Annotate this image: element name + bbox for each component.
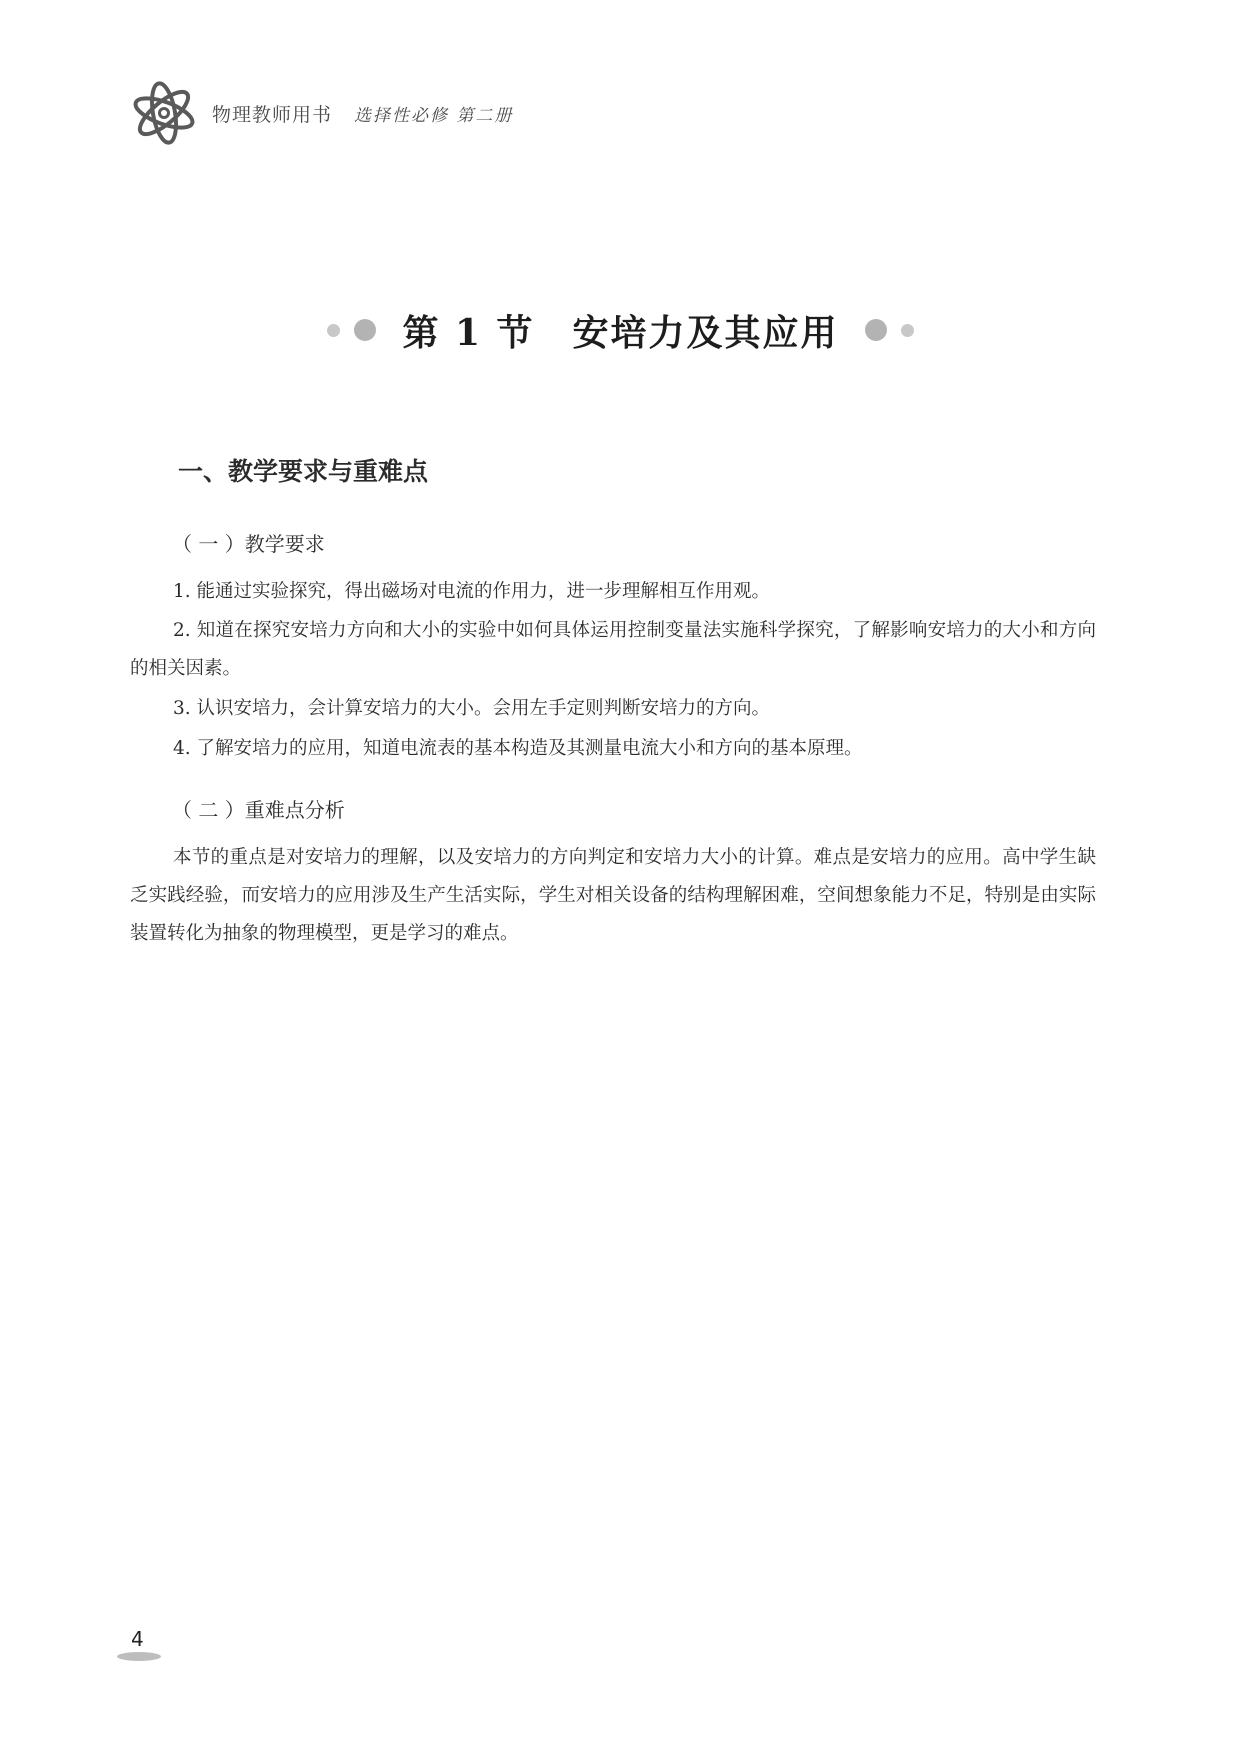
section-title: 第 1 节 安培力及其应用 [402,311,839,354]
subsection-heading-requirements: （ 一 ）教学要求 [172,532,325,556]
page-number: 4 [131,1627,144,1651]
section-title-row [0,300,1241,360]
requirement-item: 3. 认识安培力，会计算安培力的大小。会用左手定则判断安培力的方向。 [173,698,771,719]
book-title: 物理教师用书 [212,103,333,126]
book-subtitle: 选择性必修 第二册 [354,105,514,126]
page-header [128,78,513,148]
decor-dot [354,319,376,341]
requirement-item: 4. 了解安培力的应用，知道电流表的基本构造及其测量电流大小和方向的基本原理。 [173,738,863,759]
page-number-decor [117,1652,161,1661]
decor-dot [901,324,914,337]
part-heading: 一、教学要求与重难点 [178,457,429,486]
atom-logo-icon [128,81,200,145]
title-dots-left [327,319,376,341]
decor-dot [865,319,887,341]
subsection-heading-key-points: （ 二 ）重难点分析 [172,798,345,822]
title-dots-right [865,319,914,341]
key-points-paragraph: 本节的重点是对安培力的理解，以及安培力的方向判定和安培力大小的计算。难点是安培力的应用。高中学生缺乏实践经验，而安培力的应用涉及生产生活实际，学生对相关设备的结构理解困难，空间想象能力不足，特别是由实际装置转化为抽象的物理模型，更是学习的难点。 [130,847,1096,944]
requirement-item: 2. 知道在探究安培力方向和大小的实验中如何具体运用控制变量法实施科学探究，了解影响安培力的大小和方向的相关因素。 [130,620,1096,679]
decor-dot [327,324,340,337]
requirement-item: 1. 能通过实验探究，得出磁场对电流的作用力，进一步理解相互作用观。 [173,581,771,602]
